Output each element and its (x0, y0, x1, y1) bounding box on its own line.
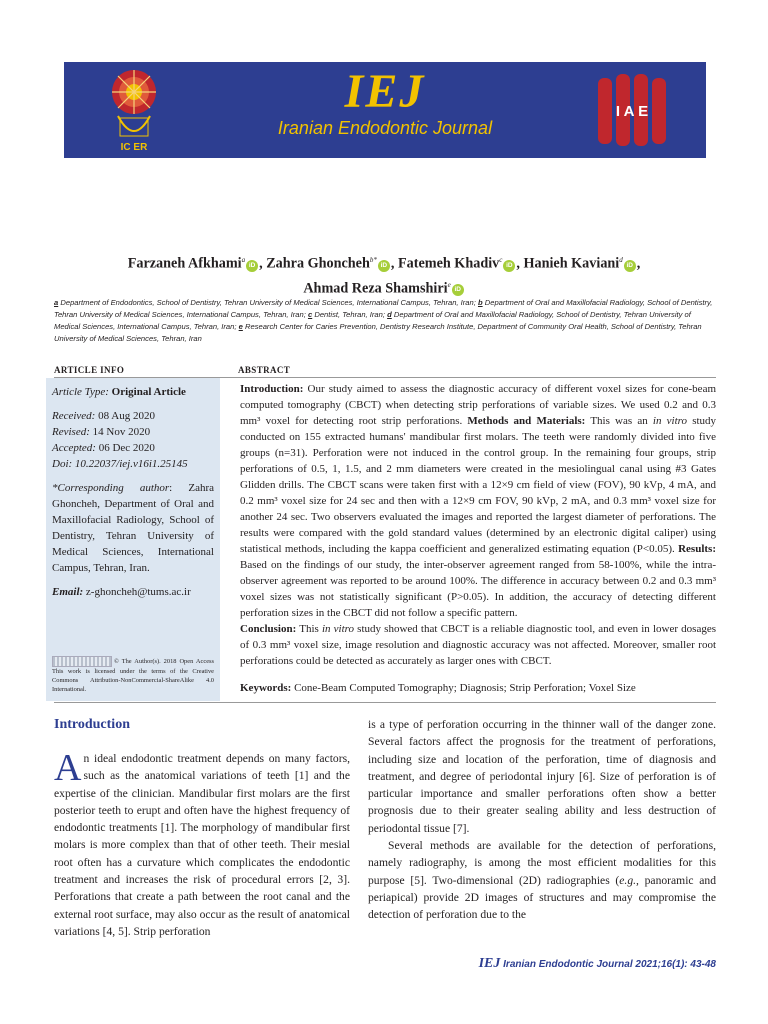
body-column-right: is a type of perforation occurring in the thinner wall of the danger zone. Several factors affect the prognosis for the treatment of perforations, including size and location of the perforation, time of diagnosis and treatment, and degree of periodontal injury [6]. Size of perforation is of particular importance and smaller perforations often show a better prognosis due to their greater sealing ability and less destruction of periodontal tissue [7]. Several methods are available for the detection of perforations, namely radiography, is among the most efficient modalities for this purpose [5]. Two-dimensional (2D) radiographies (e.g., panoramic and periapical) provide 2D images of structures and may compromise the detection of perforation due to the (368, 718, 717, 922)
author-name: Hanieh Kaviani (523, 255, 620, 272)
license-notice: © The Author(s). 2018 Open Access This work is licensed under the terms of the Creative Commons Attribution-NonCommercial-ShareAlike 4.0 International. (52, 657, 214, 693)
author-name: Farzaneh Afkhami (127, 255, 242, 272)
corresponding-author: *Corresponding author: Zahra Ghoncheh, Department of Oral and Maxillofacial Radiology, School of Dentistry, Tehran University of Medical Sciences, International Campus, Tehran, Iran. (52, 482, 214, 574)
article-info-heading: ARTICLE INFO (54, 365, 125, 375)
svg-text:I A E: I A E (615, 103, 649, 120)
section-title: Introduction (54, 717, 130, 732)
svg-text:IC ER: IC ER (120, 142, 148, 152)
drop-cap: A (54, 747, 82, 789)
orcid-icon[interactable]: iD (624, 260, 636, 272)
abstract-text: Introduction: Our study aimed to assess the diagnostic accuracy of different voxel sizes for cone-beam computed tomography (CBCT) when detecting strip perforations of variable sizes. We used 0.2 and 0.3 mm³ voxel for detecting root strip perforations. Methods and Materials: This was an in vitro study conducted on 155 extracted humans' mandibular first molars. The teeth were randomly divided into five groups (n=31). Perforation were not induced in the control group. In the remaining four groups, strip perforations of 0.5, 1, 1.5, and 2 mm diameters were created in the mesiolingual canal using #3 Gates Glidden drills. The CBCT scans were taken first with a 12×9 cm field of view (FOV), 90 kVp, 4 mA, and 0.2 mm³ voxel size for 24 sec and then with a 12×9 cm FOV, 90 kVp, 2 mA, and 0.3 mm³ voxel size for another 24 sec. Two observers evaluated the images and reported the largest diameter of perforations. The results were compared with the gold standard values (determined by an electronic digital caliper) using statistical methods, including the kappa coefficient and generalized estimating equation (P<0.05). Results: Based on the findings of our study, the inter-observer agreement ranged from 58-100%, while the intra-observer agreement was reported to be around 100%. The difference in accuracy between 0.2 and 0.3 mm³ voxel sizes was not statistically significant (P>0.05). In addition, the accuracy of detecting different perforation sizes in the CBCT did not follow a specific pattern. Conclusion: This in vitro study showed that CBCT is a reliable diagnostic tool, and even in lower dosages of 0.3 mm³ voxel size, image resolution and diagnostic accuracy was not affected. Moreover, smaller root perforations could be detected as accurately as larger ones with CBCT. (240, 383, 717, 667)
journal-name: Iranian Endodontic Journal (277, 118, 493, 138)
citation: Iranian Endodontic Journal 2021;16(1): 43-48 (503, 959, 716, 970)
orcid-icon[interactable]: iD (503, 260, 515, 272)
affiliations: a Department of Endodontics, School of Dentistry, Tehran University of Medical Sciences, International Campus, Tehran, Iran; b Department of Oral and Maxillofacial Radiology, School of Dentistry, Tehran University of Medical Sciences, International Campus, Tehran, Iran; c Dentist, Tehran, Iran; d Department of Oral and Maxillofacial Radiology, School of Dentistry, Tehran University of Medical Sciences, International Campus, Tehran, Iran; e Research Center for Caries Prevention, Dentistry Research Institute, Department of Community Oral Health, School of Dentistry, Tehran University of Medical Sciences, Tehran, Iran (54, 298, 713, 343)
orcid-icon[interactable]: iD (378, 260, 390, 272)
keywords: Keywords: Cone-Beam Computed Tomography; Diagnosis; Strip Perforation; Voxel Size (240, 682, 636, 694)
journal-banner (64, 62, 706, 158)
divider (54, 702, 716, 703)
article-dates: Received: 08 Aug 2020 Revised: 14 Nov 2020 Accepted: 06 Dec 2020 Doi: 10.22037/iej.v16i1.25145 (52, 410, 188, 470)
body-column-left: An ideal endodontic treatment depends on many factors, such as the anatomical variations of teeth [1] and the expertise of the clinician. Mandibular first molars are the first posterior teeth to erupt and often have the highest frequency of endodontic treatments [1]. The morphology of mandibular first molars is more complex than that of other teeth. Their mesial root often has a curvature which complicates the endodontic treatment and increases the risk of procedural errors [2, 3]. Perforations that create a path between the root canal and the external root surface, may also occur as the result of anatomical variations [4, 5]. Strip perforation (54, 747, 350, 938)
author-name: Ahmad Reza Shamshiri (303, 280, 448, 297)
email-link[interactable]: z-ghoncheh@tums.ac.ir (85, 586, 191, 598)
orcid-icon[interactable]: iD (246, 260, 258, 272)
page-footer (440, 956, 716, 972)
author-name: Zahra Ghoncheh (266, 255, 370, 272)
journal-logo-title: IEJ (344, 65, 426, 118)
doi-link[interactable]: 10.22037/iej.v16i1.25145 (74, 458, 188, 470)
footer-logo: IEJ (478, 956, 501, 971)
iae-logo-icon (594, 70, 670, 150)
creative-commons-icon[interactable] (52, 656, 112, 667)
orcid-icon[interactable]: iD (452, 284, 464, 296)
author-list: Farzaneh Afkhami$^a$iD , Zahra Ghoncheh$^{b*}$iD , Fatemeh Khadiv$^c$iD , Hanieh Kaviani$^d$iD , Ahmad Reza Shamshiri$^e$iD (127, 255, 641, 297)
author-name: Fatemeh Khadiv (397, 255, 500, 272)
abstract-heading: ABSTRACT (238, 365, 291, 375)
article-info-box: Article Type: Original Article Received: 08 Aug 2020 Revised: 14 Nov 2020 Accepted: 06 Dec 2020 Doi: 10.22037/iej.v16i1.25145 *Corresponding author: Zahra Ghoncheh, Department of Oral and Maxillofacial Radiology, School of Dentistry, Tehran University of Medical Sciences, International Campus, Tehran, Iran. Email: z-ghoncheh@tums.ac.ir © The Author(s). 2018 Open Access This work is licensed under the terms of the Creative Commons Attribution-NonCommercial-ShareAlike 4.0 International. (46, 378, 220, 701)
